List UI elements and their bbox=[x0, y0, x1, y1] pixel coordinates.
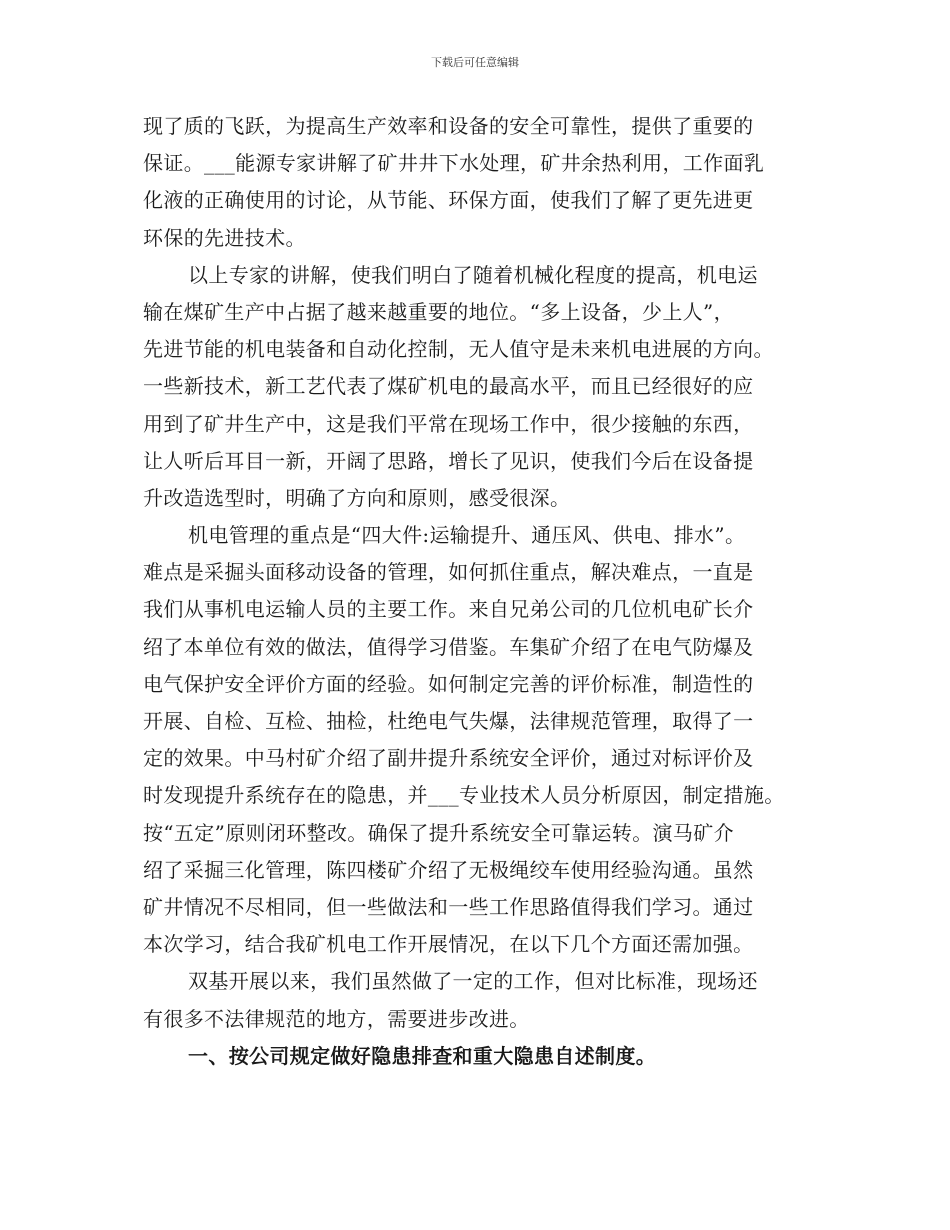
text-line: 输在煤矿生产中占据了越来越重要的地位。“多上设备，少上人”， bbox=[143, 299, 734, 324]
text-line: 绍了采掘三化管理，陈四楼矿介绍了无极绳绞车使用经验沟通。虽然 bbox=[143, 857, 754, 882]
text-line: 用到了矿井生产中，这是我们平常在现场工作中，很少接触的东西， bbox=[143, 411, 754, 436]
text-line: 升改造选型时，明确了方向和原则，感受很深。 bbox=[143, 485, 571, 510]
text-line: 有很多不法律规范的地方，需要进步改进。 bbox=[143, 1006, 530, 1031]
text-line: 难点是采掘头面移动设备的管理，如何抓住重点，解决难点，一直是 bbox=[143, 560, 754, 585]
text-line: 机电管理的重点是“四大件:运输提升、通压风、供电、排水”。 bbox=[188, 523, 746, 548]
text-line: 我们从事机电运输人员的主要工作。来自兄弟公司的几位机电矿长介 bbox=[143, 597, 754, 622]
text-line: 让人听后耳目一新，开阔了思路，增长了见识，使我们今后在设备提 bbox=[143, 448, 754, 473]
text-line: 本次学习，结合我矿机电工作开展情况，在以下几个方面还需加强。 bbox=[143, 932, 754, 957]
text-line: 现了质的飞跃，为提高生产效率和设备的安全可靠性，提供了重要的 bbox=[143, 114, 754, 138]
text-line: 环保的先进技术。 bbox=[143, 225, 306, 250]
text-line: 电气保护安全评价方面的经验。如何制定完善的评价标准，制造性的 bbox=[143, 671, 754, 696]
text-line: 以上专家的讲解，使我们明白了随着机械化程度的提高，机电运 bbox=[188, 262, 758, 287]
text-line: 双基开展以来，我们虽然做了一定的工作，但对比标准，现场还 bbox=[188, 969, 758, 994]
section-heading: 一、按公司规定做好隐患排查和重大隐患自述制度。 bbox=[188, 1043, 657, 1068]
text-line: 开展、自检、互检、抽检，杜绝电气失爆，法律规范管理，取得了一 bbox=[143, 709, 754, 733]
text-line: 一些新技术，新工艺代表了煤矿机电的最高水平，而且已经很好的应 bbox=[143, 374, 754, 399]
text-line: 先进节能的机电装备和自动化控制，无人值守是未来机电进展的方向。 bbox=[143, 337, 774, 362]
text-line: 矿井情况不尽相同，但一些做法和一些工作思路值得我们学习。通过 bbox=[143, 894, 754, 919]
text-line: 时发现提升系统存在的隐患，并___专业技术人员分析原因，制定措施。 bbox=[143, 783, 785, 808]
text-line: 化液的正确使用的讨论，从节能、环保方面，使我们了解了更先进更 bbox=[143, 188, 754, 213]
page-header: 下载后可任意编辑 bbox=[431, 56, 519, 69]
text-line: 绍了本单位有效的做法，值得学习借鉴。车集矿介绍了在电气防爆及 bbox=[143, 634, 754, 659]
text-line: 保证。___能源专家讲解了矿井井下水处理，矿井余热利用，工作面乳 bbox=[143, 151, 765, 176]
text-line: 定的效果。中马村矿介绍了副井提升系统安全评价，通过对标评价及 bbox=[143, 746, 754, 771]
text-line: 按“五定”原则闭环整改。确保了提升系统安全可靠运转。演马矿介 bbox=[143, 820, 734, 845]
document-body bbox=[143, 108, 823, 1075]
